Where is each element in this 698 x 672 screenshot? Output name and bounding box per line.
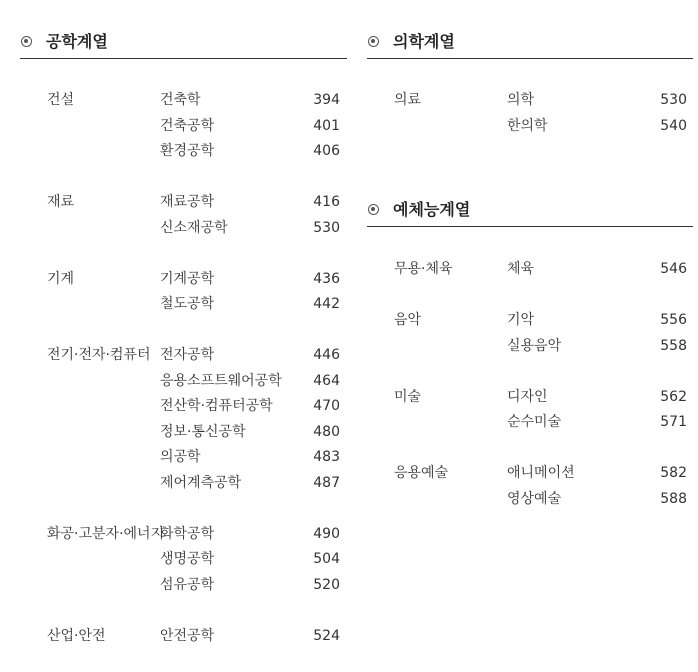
page-number: 436 (313, 270, 340, 287)
circle-bullet-icon (368, 36, 379, 47)
index-row (367, 114, 693, 139)
major-name: 건축공학 (160, 117, 215, 134)
page-number: 406 (313, 143, 340, 159)
major-name: 기악 (507, 312, 535, 328)
page-number: 546 (660, 261, 687, 277)
circle-bullet-icon (21, 36, 32, 47)
page-number: 464 (313, 372, 340, 389)
category-label: 화공·고분자·에너지 (47, 525, 165, 542)
index-row (20, 216, 347, 241)
section-title: 예체능계열 (393, 200, 471, 219)
page-number: 416 (313, 194, 340, 210)
major-name: 애니메이션 (507, 465, 575, 481)
major-name: 제어계측공학 (160, 474, 242, 491)
major-name: 건축학 (160, 92, 201, 108)
major-name: 생명공학 (160, 551, 215, 567)
index-row (20, 471, 347, 496)
index-row (20, 292, 347, 317)
medicine-section (367, 33, 693, 59)
major-name: 신소재공학 (160, 219, 228, 236)
category-label: 의료 (394, 92, 422, 108)
major-name: 전자공학 (160, 347, 215, 363)
index-row (367, 257, 693, 282)
major-name: 디자인 (507, 388, 548, 405)
index-row (367, 88, 693, 113)
index-row (20, 267, 347, 292)
page-number: 490 (313, 525, 340, 542)
category-label: 산업·안전 (47, 627, 106, 644)
index-row (20, 547, 347, 572)
index-row (20, 190, 347, 215)
major-name: 의학 (507, 92, 535, 108)
category-label: 건설 (47, 92, 75, 108)
major-name: 안전공학 (160, 627, 215, 644)
page-number: 504 (313, 551, 340, 567)
section-title: 의학계열 (393, 32, 455, 51)
category-label: 음악 (394, 312, 422, 328)
index-row (20, 573, 347, 598)
major-name: 실용음악 (507, 337, 562, 354)
index-row (20, 88, 347, 113)
category-label: 전기·전자·컴퓨터 (47, 347, 151, 363)
index-row (20, 394, 347, 419)
major-name: 의공학 (160, 449, 201, 465)
section-header (367, 33, 693, 59)
major-name: 정보·통신공학 (160, 423, 246, 440)
page-number: 446 (313, 347, 340, 363)
index-row (367, 308, 693, 333)
section-header (20, 33, 347, 59)
page-number: 487 (313, 474, 340, 491)
index-row (20, 369, 347, 394)
major-name: 재료공학 (160, 194, 215, 210)
page-number: 524 (313, 627, 340, 644)
category-label: 무용·체육 (394, 261, 453, 277)
major-name: 기계공학 (160, 270, 215, 287)
major-name: 체육 (507, 261, 535, 277)
page-number: 588 (660, 490, 687, 507)
index-row (367, 385, 693, 410)
page-number: 530 (660, 92, 687, 108)
section-title: 공학계열 (46, 32, 108, 51)
section-header (367, 201, 693, 227)
category-label: 응용예술 (394, 465, 449, 481)
engineering-section (20, 33, 347, 59)
index-row (20, 522, 347, 547)
page-number: 571 (660, 414, 687, 430)
page-number: 483 (313, 449, 340, 465)
index-row (20, 445, 347, 470)
major-name: 철도공학 (160, 296, 215, 312)
page-number: 530 (313, 219, 340, 236)
circle-bullet-icon (368, 204, 379, 215)
index-row (20, 624, 347, 649)
index-row (20, 343, 347, 368)
index-row (20, 114, 347, 139)
category-label: 재료 (47, 194, 75, 210)
page-number: 442 (313, 296, 340, 312)
major-name: 전산학·컴퓨터공학 (160, 398, 273, 414)
index-row (20, 420, 347, 445)
page-number: 562 (660, 388, 687, 405)
page-number: 394 (313, 92, 340, 108)
category-label: 미술 (394, 388, 422, 405)
page-number: 520 (313, 576, 340, 593)
index-row (367, 334, 693, 359)
page-number: 470 (313, 398, 340, 414)
arts-section (367, 201, 693, 227)
page-number: 558 (660, 337, 687, 354)
index-row (367, 487, 693, 512)
major-name: 환경공학 (160, 143, 215, 159)
major-name: 응용소프트웨어공학 (160, 372, 282, 389)
index-row (367, 461, 693, 486)
page-number: 540 (660, 117, 687, 134)
index-row (20, 139, 347, 164)
index-row (367, 410, 693, 435)
page-number: 556 (660, 312, 687, 328)
major-name: 한의학 (507, 117, 548, 134)
major-name: 섬유공학 (160, 576, 215, 593)
category-label: 기계 (47, 270, 75, 287)
page-number: 582 (660, 465, 687, 481)
major-name: 화학공학 (160, 525, 215, 542)
page-number: 401 (313, 117, 340, 134)
page-number: 480 (313, 423, 340, 440)
major-name: 순수미술 (507, 414, 562, 430)
major-name: 영상예술 (507, 490, 562, 507)
